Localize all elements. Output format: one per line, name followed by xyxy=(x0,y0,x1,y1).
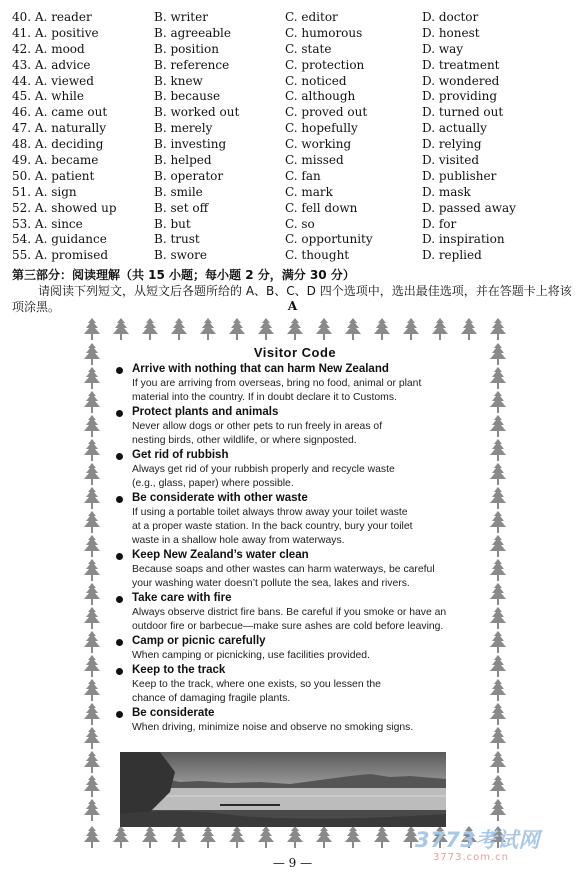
rule-body-line: When camping or picnicking, use facilities provided. xyxy=(132,650,370,661)
tree-icon xyxy=(82,583,102,605)
code-rule xyxy=(112,548,478,591)
rule-title: Be considerate with other waste xyxy=(132,492,308,504)
tree-icon xyxy=(82,799,102,821)
tree-icon xyxy=(169,826,189,848)
tree-icon xyxy=(488,631,508,653)
option-c: C. although xyxy=(285,89,356,104)
tree-icon xyxy=(343,318,363,340)
tree-icon xyxy=(488,775,508,797)
rule-body-line: at a proper waste station. In the back country, bury your toilet xyxy=(132,521,413,532)
lake-photo xyxy=(120,752,446,827)
rule-title: Get rid of rubbish xyxy=(132,449,229,461)
option-d: D. replied xyxy=(422,248,482,263)
tree-icon xyxy=(488,655,508,677)
tree-icon xyxy=(488,583,508,605)
option-c: C. proved out xyxy=(285,105,368,120)
option-c: C. so xyxy=(285,216,315,231)
option-a: 49. A. became xyxy=(12,153,99,168)
question-row xyxy=(12,58,572,74)
tree-icon xyxy=(314,826,334,848)
tree-icon xyxy=(256,318,276,340)
tree-icon xyxy=(488,727,508,749)
tree-icon xyxy=(488,367,508,389)
bullet-icon xyxy=(116,453,123,460)
rule-title: Keep New Zealand’s water clean xyxy=(132,549,309,561)
question-row xyxy=(12,89,572,105)
rule-body-line: When driving, minimize noise and observe no smoking signs. xyxy=(132,722,414,733)
tree-icon xyxy=(285,318,305,340)
tree-icon xyxy=(82,607,102,629)
option-b: B. merely xyxy=(154,121,213,136)
option-d: D. doctor xyxy=(422,10,479,24)
tree-icon xyxy=(82,463,102,485)
visitor-code-box xyxy=(112,340,478,820)
option-d: D. treatment xyxy=(422,57,500,72)
tree-icon xyxy=(488,439,508,461)
question-row xyxy=(12,185,572,201)
tree-icon xyxy=(82,343,102,365)
option-c: C. state xyxy=(285,41,332,56)
rule-body-line: If using a portable toilet always throw away your toilet waste xyxy=(132,507,408,518)
option-d: D. visited xyxy=(422,153,480,168)
tree-icon xyxy=(82,318,102,340)
tree-icon xyxy=(82,535,102,557)
tree-icon xyxy=(488,415,508,437)
tree-icon xyxy=(488,559,508,581)
tree-icon xyxy=(488,679,508,701)
option-d: D. honest xyxy=(422,25,480,40)
bullet-icon xyxy=(116,553,123,560)
option-a: 46. A. came out xyxy=(12,105,108,120)
tree-icon xyxy=(82,703,102,725)
code-rule xyxy=(112,706,478,735)
question-row xyxy=(12,217,572,233)
rule-body-line: material into the country. If in doubt declare it to Customs. xyxy=(132,392,397,403)
rule-body-line: outdoor fire or barbecue—make sure ashes are cold before leaving. xyxy=(132,621,444,632)
tree-icon xyxy=(82,439,102,461)
rule-title: Be considerate xyxy=(132,707,215,719)
visitor-code-title: Visitor Code xyxy=(253,345,337,360)
tree-icon xyxy=(227,318,247,340)
question-row xyxy=(12,169,572,185)
option-a: 44. A. viewed xyxy=(12,73,94,88)
question-row xyxy=(12,153,572,169)
rule-title: Arrive with nothing that can harm New Zealand xyxy=(132,363,389,375)
option-b: B. reference xyxy=(154,57,230,72)
option-a: 50. A. patient xyxy=(12,168,95,183)
tree-icon xyxy=(401,318,421,340)
watermark-url: 3773.com.cn xyxy=(433,852,509,863)
question-row xyxy=(12,105,572,121)
rule-body-line: (e.g., glass, paper) where possible. xyxy=(132,478,294,489)
code-rule xyxy=(112,448,478,491)
tree-icon xyxy=(82,679,102,701)
option-d: D. passed away xyxy=(422,200,516,215)
tree-icon xyxy=(459,318,479,340)
tree-icon xyxy=(82,415,102,437)
bullet-icon xyxy=(116,711,123,718)
option-b: B. writer xyxy=(154,10,208,24)
tree-icon xyxy=(488,487,508,509)
option-a: 42. A. mood xyxy=(12,41,85,56)
tree-icon xyxy=(82,751,102,773)
option-c: C. mark xyxy=(285,184,333,199)
tree-icon xyxy=(488,343,508,365)
option-c: C. working xyxy=(285,137,352,152)
tree-icon xyxy=(285,826,305,848)
option-d: D. relying xyxy=(422,137,482,152)
rule-body-line: Always observe district fire bans. Be careful if you smoke or have an xyxy=(132,607,447,618)
option-c: C. fan xyxy=(285,168,321,183)
option-a: 54. A. guidance xyxy=(12,232,107,247)
passage-letter: A xyxy=(287,299,298,313)
tree-icon xyxy=(82,655,102,677)
tree-icon xyxy=(111,318,131,340)
tree-icon xyxy=(488,535,508,557)
code-rule xyxy=(112,405,478,448)
option-c: C. humorous xyxy=(285,25,363,40)
option-a: 51. A. sign xyxy=(12,184,77,199)
tree-icon xyxy=(488,751,508,773)
question-row xyxy=(12,232,572,248)
option-d: D. actually xyxy=(422,121,487,136)
tree-icon xyxy=(82,826,102,848)
option-b: B. smile xyxy=(154,184,203,199)
option-c: C. protection xyxy=(285,57,365,72)
tree-icon xyxy=(372,318,392,340)
option-a: 47. A. naturally xyxy=(12,121,106,136)
rule-body-line: waste in a shallow hole away from waterways. xyxy=(132,535,345,546)
rule-title: Camp or picnic carefully xyxy=(132,635,266,647)
option-d: D. turned out xyxy=(422,105,504,120)
question-row xyxy=(12,201,572,217)
site-watermark xyxy=(415,824,575,874)
tree-icon xyxy=(488,391,508,413)
section-heading: 第三部分：阅读理解（共 15 小题；每小题 2 分，满分 30 分） xyxy=(12,268,355,282)
tree-icon xyxy=(198,318,218,340)
tree-icon xyxy=(140,826,160,848)
tree-icon xyxy=(82,559,102,581)
option-d: D. inspiration xyxy=(422,232,505,247)
option-b: B. helped xyxy=(154,153,212,168)
code-rule xyxy=(112,663,478,706)
code-rule xyxy=(112,634,478,663)
option-b: B. operator xyxy=(154,168,224,183)
option-a: 48. A. deciding xyxy=(12,137,104,152)
tree-icon xyxy=(111,826,131,848)
option-d: D. for xyxy=(422,216,457,231)
tree-icon xyxy=(488,799,508,821)
question-row xyxy=(12,26,572,42)
tree-icon xyxy=(488,318,508,340)
tree-icon xyxy=(256,826,276,848)
option-c: C. opportunity xyxy=(285,232,373,247)
option-b: B. because xyxy=(154,89,221,104)
tree-icon xyxy=(82,391,102,413)
option-b: B. trust xyxy=(154,232,200,247)
rule-body-line: Never allow dogs or other pets to run freely in areas of xyxy=(132,421,383,432)
bullet-icon xyxy=(116,668,123,675)
question-row xyxy=(12,10,572,26)
option-d: D. publisher xyxy=(422,168,497,183)
tree-icon xyxy=(198,826,218,848)
tree-icon xyxy=(488,703,508,725)
rule-body-line: your washing water doesn’t pollute the sea, lakes and rivers. xyxy=(132,578,410,589)
option-b: B. worked out xyxy=(154,105,240,120)
option-d: D. wondered xyxy=(422,73,500,88)
tree-icon xyxy=(169,318,189,340)
tree-icon xyxy=(314,318,334,340)
page-number: — 9 — xyxy=(272,856,313,870)
question-row xyxy=(12,121,572,137)
tree-icon xyxy=(488,463,508,485)
option-c: C. editor xyxy=(285,10,338,24)
option-b: B. knew xyxy=(154,73,203,88)
question-row xyxy=(12,74,572,90)
option-a: 55. A. promised xyxy=(12,248,108,263)
option-b: B. agreeable xyxy=(154,25,231,40)
tree-icon xyxy=(82,511,102,533)
tree-icon xyxy=(227,826,247,848)
tree-icon xyxy=(430,318,450,340)
option-a: 45. A. while xyxy=(12,89,84,104)
watermark-text: 3773考试网 xyxy=(415,828,540,852)
option-a: 41. A. positive xyxy=(12,25,99,40)
option-a: 53. A. since xyxy=(12,216,83,231)
code-rule xyxy=(112,591,478,634)
rule-title: Take care with fire xyxy=(132,592,232,604)
tree-icon xyxy=(82,631,102,653)
option-d: D. mask xyxy=(422,184,471,199)
rule-body-line: If you are arriving from overseas, bring no food, animal or plant xyxy=(132,378,422,389)
tree-icon xyxy=(82,487,102,509)
tree-icon xyxy=(372,826,392,848)
option-d: D. way xyxy=(422,41,464,56)
option-c: C. fell down xyxy=(285,200,358,215)
rule-body-line: Keep to the track, where one exists, so you lessen the xyxy=(132,679,381,690)
tree-icon xyxy=(140,318,160,340)
option-a: 43. A. advice xyxy=(12,57,91,72)
rule-body-line: nesting birds, other wildlife, or where signposted. xyxy=(132,435,357,446)
rule-title: Keep to the track xyxy=(132,664,226,676)
rule-list xyxy=(112,362,478,735)
code-rule xyxy=(112,362,478,405)
tree-icon xyxy=(488,511,508,533)
option-b: B. investing xyxy=(154,137,227,152)
instructions: 请阅读下列短文，从短文后各题所给的 A、B、C、D 四个选项中，选出最佳选项，并在答题卡上将该项涂黑。 xyxy=(12,284,572,314)
option-b: B. swore xyxy=(154,248,207,263)
question-row xyxy=(12,137,572,153)
rule-body-line: chance of damaging fragile plants. xyxy=(132,693,291,704)
option-d: D. providing xyxy=(422,89,498,104)
rule-title: Protect plants and animals xyxy=(132,406,279,418)
option-a: 52. A. showed up xyxy=(12,200,117,215)
option-c: C. hopefully xyxy=(285,121,358,136)
option-c: C. noticed xyxy=(285,73,347,88)
tree-icon xyxy=(343,826,363,848)
bullet-icon xyxy=(116,410,123,417)
option-b: B. but xyxy=(154,216,191,231)
option-b: B. set off xyxy=(154,200,209,215)
bullet-icon xyxy=(116,639,123,646)
bullet-icon xyxy=(116,367,123,374)
option-b: B. position xyxy=(154,41,219,56)
tree-icon xyxy=(82,367,102,389)
tree-icon xyxy=(82,727,102,749)
tree-icon xyxy=(488,607,508,629)
option-c: C. missed xyxy=(285,153,344,168)
bullet-icon xyxy=(116,596,123,603)
rule-body-line: Always get rid of your rubbish properly and recycle waste xyxy=(132,464,395,475)
option-c: C. thought xyxy=(285,248,350,263)
bullet-icon xyxy=(116,496,123,503)
answer-options xyxy=(12,10,572,264)
option-a: 40. A. reader xyxy=(12,10,92,24)
code-rule xyxy=(112,491,478,548)
tree-icon xyxy=(82,775,102,797)
question-row xyxy=(12,248,572,264)
question-row xyxy=(12,42,572,58)
rule-body-line: Because soaps and other wastes can harm waterways, be careful xyxy=(132,564,435,575)
